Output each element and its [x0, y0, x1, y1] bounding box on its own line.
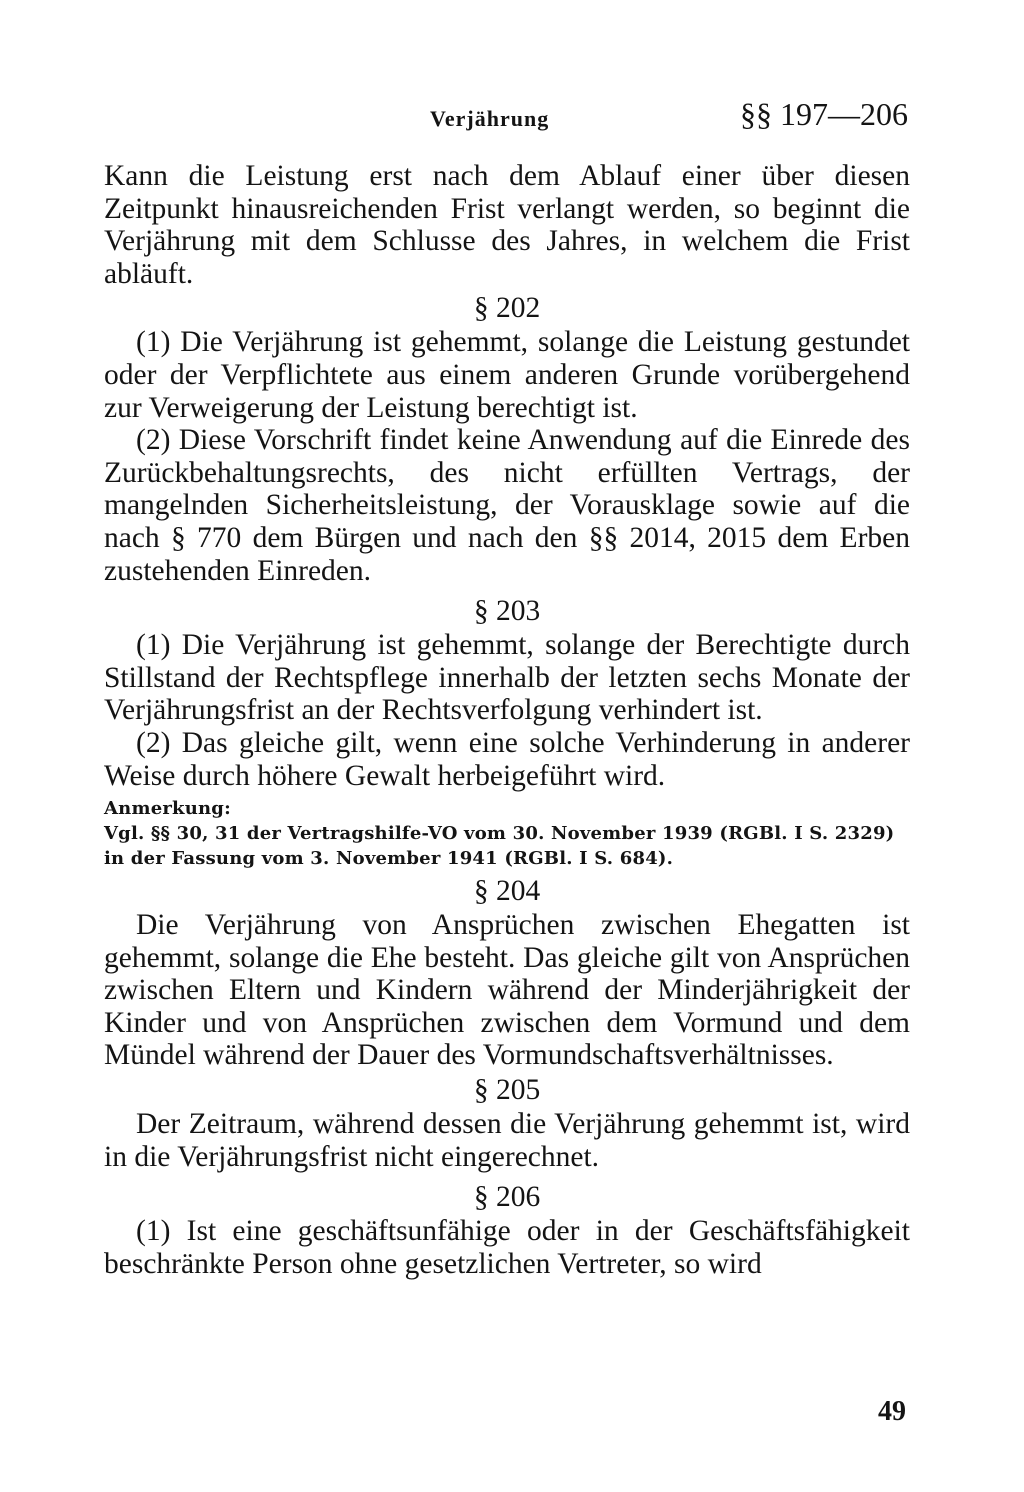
section-204-paragraph-1: Die Verjährung von Ansprüchen zwischen Ehegatten ist gehemmt, solange die Ehe besteht. Das gleiche gilt von Ansprüchen zwischen Eltern und Kindern während der Minderjährigkeit der Kinder und von Ansprüchen zwischen dem Vormund und dem Mündel während der Dauer des Vormundschaftsverhältnisses. — [104, 909, 910, 1072]
section-202-paragraph-1: (1) Die Verjährung ist gehemmt, solange die Leistung gestundet oder der Verpflichtete aus einem anderen Grunde vorübergehend zur Verweigerung der Leistung berechtigt ist. — [104, 326, 910, 424]
section-203-paragraph-2: (2) Das gleiche gilt, wenn eine solche Verhinderung in anderer Weise durch höhere Gewalt herbeigeführt wird. — [104, 726, 910, 792]
page-number: 49 — [878, 1396, 906, 1427]
section-203-paragraph-1: (1) Die Verjährung ist gehemmt, solange der Berechtigte durch Stillstand der Rechtspflege innerhalb der letzten sechs Monate der Verjährungsfrist an der Rechtsverfolgung verhindert ist. — [104, 629, 910, 727]
section-range: §§ 197—206 — [740, 96, 908, 132]
section-205-paragraph-1: Der Zeitraum, während dessen die Verjährung gehemmt ist, wird in die Verjährungsfrist nicht eingerechnet. — [104, 1108, 910, 1173]
annotation-text: Vgl. §§ 30, 31 der Vertragshilfe-VO vom 30. November 1939 (RGBl. I S. 2329) in der Fassung vom 3. November 1941 (RGBl. I S. 684). — [104, 823, 895, 870]
annotation — [104, 796, 910, 871]
continuation-paragraph: Kann die Leistung erst nach dem Ablauf einer über diesen Zeitpunkt hinausreichenden Frist verlangt werden, so beginnt die Verjährung mit dem Schlusse des Jahres, in welchem die Frist abläuft. — [104, 160, 910, 290]
body-text — [104, 160, 910, 1280]
annotation-label: Anmerkung: — [104, 798, 231, 820]
section-heading-202: § 202 — [473, 292, 541, 325]
section-202-paragraph-2: (2) Diese Vorschrift findet keine Anwendung auf die Einrede des Zurückbehaltungsrechts, des nicht erfüllten Vertrags, der mangelnden Sicherheitsleistung, der Vorausklage sowie auf die nach § 770 dem Bürgen und nach den §§ 2014, 2015 dem Erben zustehenden Einreden. — [104, 424, 910, 587]
chapter-title: Verjährung — [430, 106, 550, 131]
running-header — [100, 96, 908, 142]
section-heading-204: § 204 — [473, 875, 541, 908]
section-heading-203: § 203 — [473, 595, 541, 628]
section-heading-206: § 206 — [473, 1181, 541, 1214]
section-heading-205: § 205 — [473, 1074, 541, 1107]
section-206-paragraph-1: (1) Ist eine geschäftsunfähige oder in der Geschäftsfähigkeit beschränkte Person ohne gesetzlichen Vertreter, so wird — [104, 1215, 910, 1280]
